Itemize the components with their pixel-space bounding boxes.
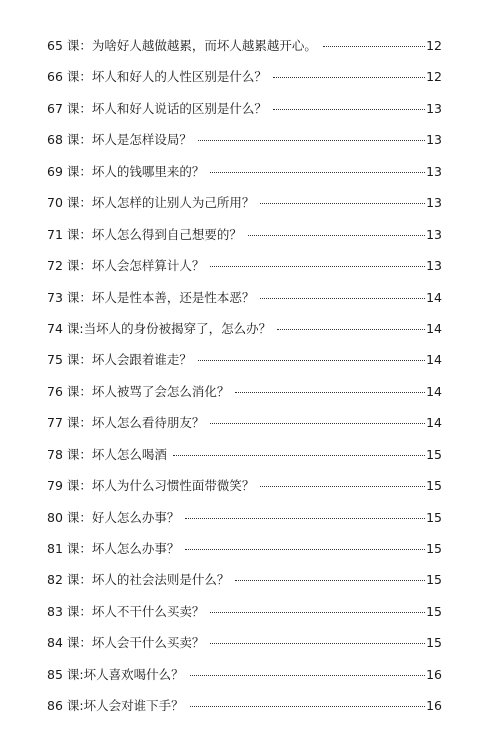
toc-entry-title: 72 课：坏人会怎样算计人？ <box>47 258 205 274</box>
toc-dot-leader <box>173 455 425 456</box>
toc-entry-title: 76 课：坏人被骂了会怎么消化？ <box>47 383 230 399</box>
toc-entry[interactable] <box>47 380 442 411</box>
toc-entry-title: 80 课：好人怎么办事？ <box>47 509 180 525</box>
toc-dot-leader <box>248 235 425 236</box>
toc-entry-page-number: 13 <box>426 226 442 242</box>
toc-entry[interactable] <box>47 631 442 662</box>
toc-entry-page-number: 14 <box>426 320 442 336</box>
toc-dot-leader <box>185 518 425 519</box>
toc-entry-title: 77 课：坏人怎么看待朋友？ <box>47 415 205 431</box>
toc-entry-page-number: 14 <box>426 415 442 431</box>
toc-entry-page-number: 13 <box>426 132 442 148</box>
table-of-contents <box>47 34 442 726</box>
toc-entry-page-number: 13 <box>426 163 442 179</box>
toc-entry[interactable] <box>47 443 442 474</box>
toc-entry-title: 69 课：坏人的钱哪里来的？ <box>47 163 205 179</box>
toc-dot-leader <box>260 298 425 299</box>
toc-entry-title: 85 课:坏人喜欢喝什么？ <box>47 666 184 682</box>
toc-entry[interactable] <box>47 348 442 379</box>
toc-entry[interactable] <box>47 663 442 694</box>
toc-entry[interactable] <box>47 694 442 725</box>
toc-dot-leader <box>260 203 425 204</box>
toc-entry-title: 68 课：坏人是怎样设局？ <box>47 132 192 148</box>
toc-entry[interactable] <box>47 474 442 505</box>
toc-dot-leader <box>273 77 425 78</box>
toc-entry[interactable] <box>47 97 442 128</box>
toc-dot-leader <box>198 140 425 141</box>
toc-entry-page-number: 15 <box>426 635 442 651</box>
toc-dot-leader <box>273 109 425 110</box>
toc-dot-leader <box>235 580 425 581</box>
toc-entry-page-number: 13 <box>426 195 442 211</box>
toc-entry[interactable] <box>47 286 442 317</box>
toc-entry-page-number: 15 <box>426 572 442 588</box>
toc-dot-leader <box>323 46 425 47</box>
toc-entry-page-number: 14 <box>426 352 442 368</box>
toc-entry-page-number: 15 <box>426 446 442 462</box>
toc-dot-leader <box>198 360 425 361</box>
toc-entry[interactable] <box>47 537 442 568</box>
toc-entry-title: 66 课：坏人和好人的人性区别是什么？ <box>47 69 267 85</box>
toc-entry-page-number: 12 <box>426 69 442 85</box>
toc-entry-title: 73 课：坏人是性本善，还是性本恶？ <box>47 289 255 305</box>
toc-entry-title: 86 课:坏人会对谁下手？ <box>47 698 184 714</box>
toc-entry[interactable] <box>47 317 442 348</box>
toc-dot-leader <box>235 392 425 393</box>
toc-entry-page-number: 15 <box>426 603 442 619</box>
toc-entry-page-number: 16 <box>426 666 442 682</box>
toc-entry-title: 70 课：坏人怎样的让别人为己所用？ <box>47 195 255 211</box>
toc-dot-leader <box>260 486 425 487</box>
toc-entry-title: 79 课：坏人为什么习惯性面带微笑？ <box>47 478 255 494</box>
toc-entry-title: 81 课：坏人怎么办事？ <box>47 541 180 556</box>
toc-entry-title: 67 课：坏人和好人说话的区别是什么？ <box>47 100 267 116</box>
toc-entry-page-number: 13 <box>426 100 442 116</box>
toc-dot-leader <box>210 172 425 173</box>
toc-entry-title: 82 课：坏人的社会法则是什么？ <box>47 572 230 588</box>
toc-dot-leader <box>190 675 426 676</box>
toc-entry-title: 74 课:当坏人的身份被揭穿了，怎么办？ <box>47 320 272 336</box>
toc-entry-page-number: 13 <box>426 258 442 274</box>
toc-entry-page-number: 12 <box>426 38 442 53</box>
toc-entry[interactable] <box>47 191 442 222</box>
toc-entry-page-number: 15 <box>426 478 442 494</box>
toc-entry-title: 84 课：坏人会干什么买卖？ <box>47 635 205 651</box>
toc-entry[interactable] <box>47 160 442 191</box>
toc-dot-leader <box>210 612 425 613</box>
toc-entry-page-number: 15 <box>426 509 442 525</box>
toc-entry-title: 83 课：坏人不干什么买卖？ <box>47 603 205 619</box>
toc-entry[interactable] <box>47 506 442 537</box>
toc-entry[interactable] <box>47 568 442 599</box>
toc-dot-leader <box>210 266 425 267</box>
toc-entry[interactable] <box>47 223 442 254</box>
toc-entry[interactable] <box>47 411 442 442</box>
toc-entry-title: 65 课：为啥好人越做越累，而坏人越累越开心。 <box>47 38 317 53</box>
toc-dot-leader <box>185 549 425 550</box>
toc-entry[interactable] <box>47 34 442 65</box>
toc-entry-page-number: 14 <box>426 383 442 399</box>
toc-entry[interactable] <box>47 600 442 631</box>
toc-dot-leader <box>277 329 425 330</box>
toc-dot-leader <box>210 643 425 644</box>
toc-dot-leader <box>190 706 426 707</box>
toc-entry[interactable] <box>47 65 442 96</box>
toc-entry[interactable] <box>47 254 442 285</box>
toc-entry-page-number: 15 <box>426 541 442 556</box>
toc-entry-page-number: 14 <box>426 289 442 305</box>
toc-entry-title: 75 课：坏人会跟着谁走？ <box>47 352 192 368</box>
toc-entry-title: 78 课：坏人怎么喝酒 <box>47 446 167 462</box>
toc-entry-title: 71 课：坏人怎么得到自己想要的？ <box>47 226 242 242</box>
toc-entry[interactable] <box>47 128 442 159</box>
toc-dot-leader <box>210 423 425 424</box>
toc-entry-page-number: 16 <box>426 698 442 714</box>
